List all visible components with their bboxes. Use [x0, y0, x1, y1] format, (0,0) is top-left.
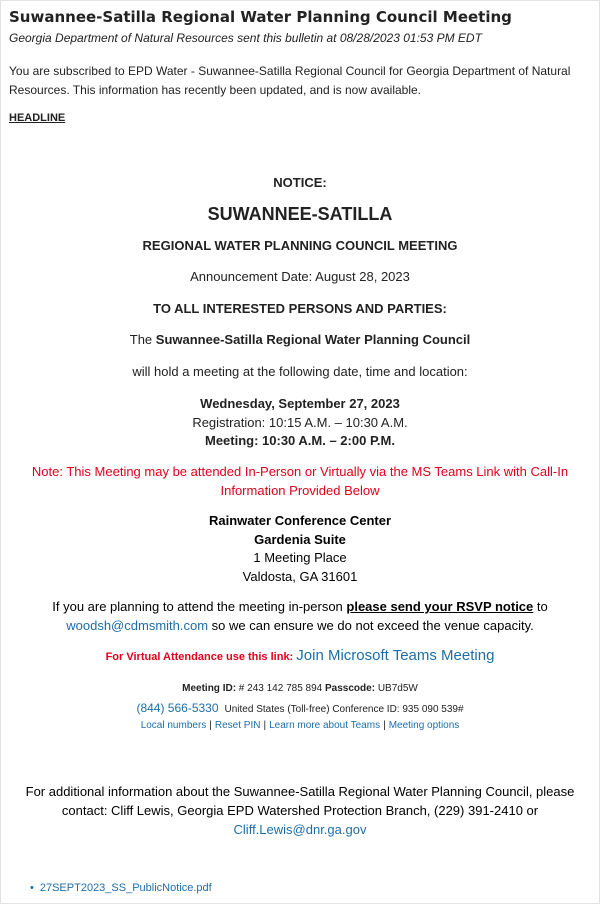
- link-separator: |: [263, 720, 267, 731]
- dial-in-line: [0, 701, 600, 715]
- venue-street: 1 Meeting Place: [253, 550, 347, 565]
- council-line: [0, 332, 600, 347]
- venue-room: Gardenia Suite: [254, 531, 346, 547]
- meeting-time: Meeting: 10:30 A.M. – 2:00 P.M.: [204, 433, 395, 448]
- virtual-attendance-line: [0, 647, 600, 665]
- venue-block: [0, 512, 600, 586]
- bullet-icon: •: [30, 882, 34, 894]
- meeting-id-label: Meeting ID:: [182, 683, 237, 694]
- additional-info: [20, 782, 580, 839]
- link-separator: |: [209, 720, 212, 731]
- council-prefix: The: [129, 332, 156, 347]
- passcode: UB7d5W: [375, 683, 418, 694]
- link-separator: |: [383, 720, 386, 731]
- rsvp-suffix: so we can ensure we do not exceed the venue capacity.: [208, 618, 534, 633]
- registration-time: Registration: 10:15 A.M. – 10:30 A.M.: [192, 414, 408, 430]
- announcement-date: Announcement Date: August 28, 2023: [190, 269, 410, 284]
- rsvp-paragraph: [20, 597, 580, 635]
- teams-links: [0, 720, 600, 731]
- meeting-date: Wednesday, September 27, 2023: [200, 396, 400, 411]
- meeting-id-line: [0, 683, 600, 694]
- rsvp-mid: to: [533, 599, 548, 614]
- additional-text: For additional information about the Suwannee-Satilla Regional Water Planning Council, please contact: Cliff Lewis, Georgia EPD Watershed Protection Branch, (229) 391-2410 or: [25, 784, 575, 818]
- reset-pin-link[interactable]: Reset PIN: [214, 720, 261, 731]
- rsvp-prefix: If you are planning to attend the meeting in-person: [52, 599, 347, 614]
- meeting-id: # 243 142 785 894: [236, 683, 326, 694]
- dial-in-phone-link[interactable]: (844) 566-5330: [136, 701, 219, 715]
- meeting-schedule: [0, 395, 600, 451]
- headline-label: HEADLINE: [9, 112, 66, 124]
- meeting-options-link[interactable]: Meeting options: [388, 720, 460, 731]
- notice-subheading: REGIONAL WATER PLANNING COUNCIL MEETING: [142, 238, 458, 253]
- venue-city: Valdosta, GA 31601: [242, 568, 358, 584]
- notice-heading: SUWANNEE-SATILLA: [207, 204, 393, 224]
- dial-in-info: United States (Toll-free) Conference ID: 935 090 539#: [224, 704, 464, 715]
- virtual-label: For Virtual Attendance use this link:: [105, 651, 297, 663]
- will-hold-line: will hold a meeting at the following date, time and location:: [132, 364, 468, 379]
- notice-label: NOTICE:: [273, 175, 327, 190]
- teams-join-link[interactable]: Join Microsoft Teams Meeting: [296, 647, 495, 664]
- contact-email-link[interactable]: Cliff.Lewis@dnr.ga.gov: [233, 822, 367, 837]
- rsvp-email-link[interactable]: woodsh@cdmsmith.com: [66, 618, 209, 633]
- to-all-line: TO ALL INTERESTED PERSONS AND PARTIES:: [153, 301, 447, 316]
- council-name: Suwannee-Satilla Regional Water Planning Council: [155, 332, 471, 347]
- attachment-link[interactable]: 27SEPT2023_SS_PublicNotice.pdf: [39, 882, 212, 894]
- sent-line: Georgia Department of Natural Resources sent this bulletin at 08/28/2023 01:53 PM EDT: [9, 31, 482, 45]
- venue-name: Rainwater Conference Center: [208, 513, 392, 528]
- attendance-note: Note: This Meeting may be attended In-Person or Virtually via the MS Teams Link with Call-In Information Provided Below: [31, 464, 569, 498]
- attachment-item: [30, 882, 212, 894]
- learn-more-link[interactable]: Learn more about Teams: [269, 720, 381, 731]
- rsvp-emphasis: please send your RSVP notice: [346, 599, 534, 614]
- subscription-text: You are subscribed to EPD Water - Suwannee-Satilla Regional Council for Georgia Department of Natural Resources. This information has recently been updated, and is now available.: [9, 64, 571, 97]
- local-numbers-link[interactable]: Local numbers: [140, 720, 207, 731]
- bulletin-title: Suwannee-Satilla Regional Water Planning Council Meeting: [9, 8, 512, 26]
- passcode-label: Passcode:: [325, 683, 376, 694]
